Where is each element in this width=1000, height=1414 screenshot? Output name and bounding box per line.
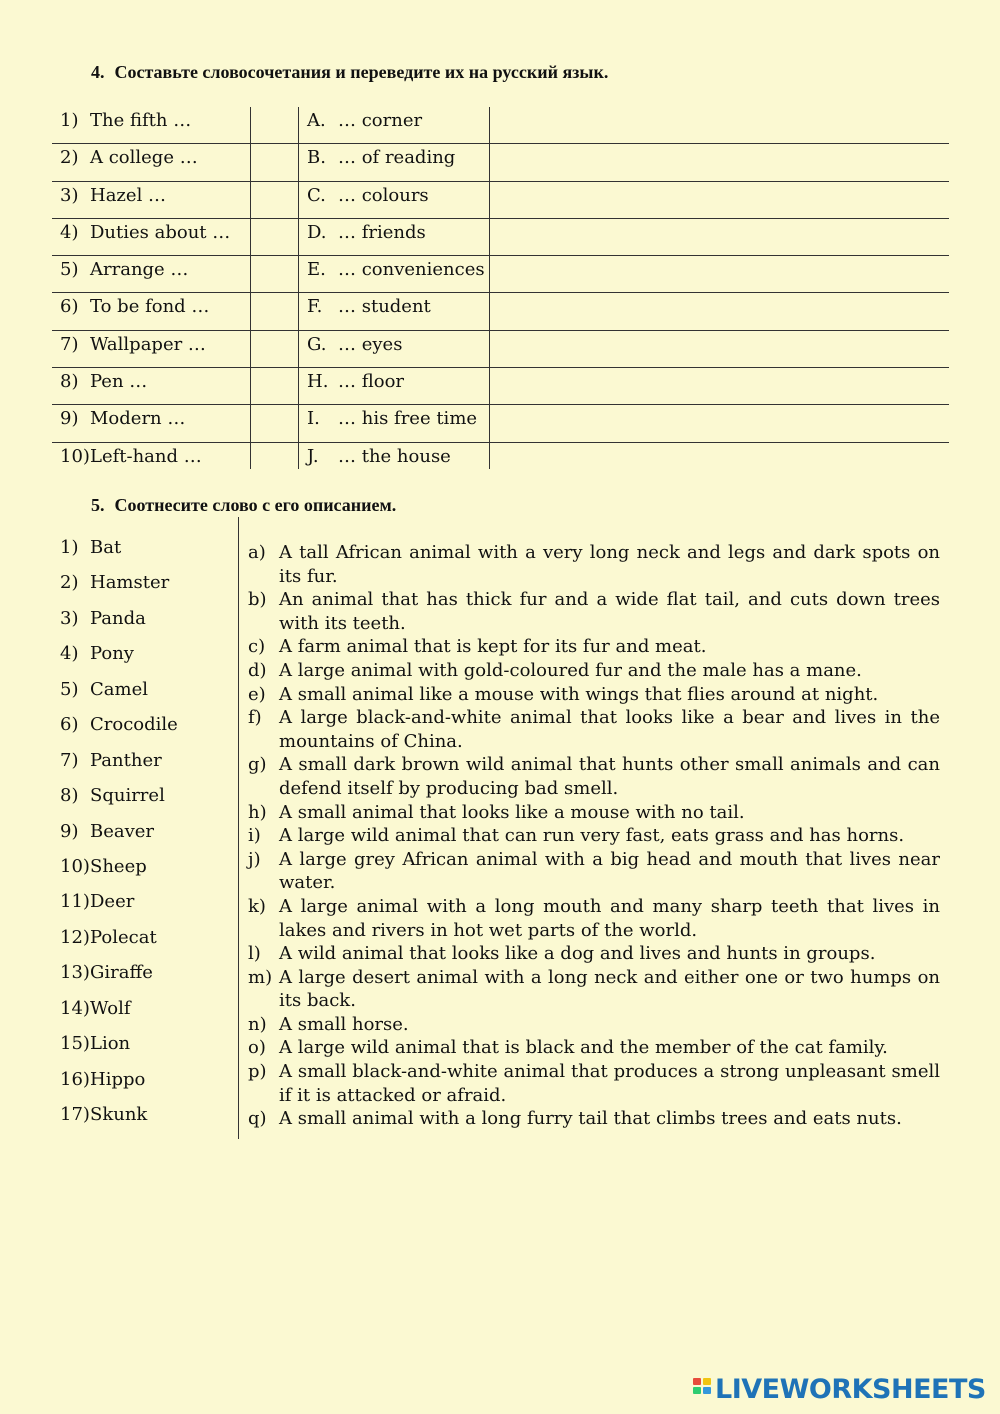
animal-word: Squirrel (90, 785, 165, 807)
item-phrase: To be fond … (90, 296, 210, 318)
table-row (52, 443, 949, 479)
answer-letter: H. (307, 371, 329, 393)
table-row (52, 107, 949, 144)
item-phrase: Pen … (90, 371, 148, 393)
list-item (60, 643, 235, 678)
matching-table (52, 107, 949, 479)
description-text: A small animal that looks like a mouse with no tail. (279, 801, 745, 823)
list-item (60, 962, 235, 997)
word-number: 2) (60, 572, 79, 594)
item-number: 7) (60, 333, 79, 355)
description-text: A large wild animal that is black and the member of the cat family. (279, 1037, 888, 1059)
word-number: 7) (60, 749, 79, 771)
word-number: 10) (60, 855, 90, 877)
animal-word: Skunk (90, 1104, 148, 1125)
list-item (248, 706, 940, 753)
list-item (248, 659, 940, 683)
list-item (60, 679, 235, 714)
word-number: 1) (60, 537, 79, 558)
description-letter: c) (248, 636, 266, 658)
description-text: A large wild animal that can run very fast, eats grass and has horns. (279, 825, 905, 847)
list-item (60, 1069, 235, 1104)
list-item (60, 856, 235, 891)
description-list (248, 541, 940, 1131)
answer-letter: C. (307, 184, 326, 206)
table-row (52, 405, 949, 442)
description-letter: i) (248, 825, 261, 847)
animal-word: Hippo (90, 1068, 146, 1090)
description-letter: d) (248, 659, 267, 681)
description-text: A large black-and-white animal that looks like a bear and lives in the mountains of China. (279, 707, 940, 752)
word-number: 15) (60, 1033, 90, 1055)
list-item (60, 1033, 235, 1068)
item-number: 4) (60, 221, 79, 243)
table-row (52, 219, 949, 256)
logo-text: LIVEWORKSHEETS (715, 1373, 986, 1405)
answer-phrase: … eyes (338, 333, 403, 355)
table-row (52, 331, 949, 368)
list-item (248, 635, 940, 659)
item-phrase: Wallpaper … (90, 333, 206, 355)
list-item (248, 753, 940, 800)
description-text: A small dark brown wild animal that hunts other small animals and can defend itself by producing bad smell. (279, 754, 940, 799)
animal-word: Bat (90, 537, 122, 558)
item-number: 3) (60, 184, 79, 206)
list-item (60, 750, 235, 785)
word-number: 5) (60, 678, 79, 700)
animal-word-list (60, 537, 235, 1139)
list-item (60, 785, 235, 820)
answer-phrase: … his free time (338, 408, 478, 430)
word-number: 4) (60, 643, 79, 665)
list-item (248, 966, 940, 1013)
answer-letter: B. (307, 147, 326, 169)
description-letter: h) (248, 801, 267, 823)
list-item (60, 998, 235, 1033)
exercise-4-title: Составьте словосочетания и переведите их на русский язык. (114, 62, 609, 82)
list-item (60, 821, 235, 856)
answer-phrase: … floor (338, 371, 405, 393)
list-item (248, 683, 940, 707)
item-phrase: The fifth … (90, 110, 192, 131)
animal-word: Deer (90, 891, 135, 913)
item-number: 2) (60, 147, 79, 169)
column-divider (238, 517, 239, 1139)
word-number: 14) (60, 997, 90, 1019)
description-letter: b) (248, 589, 267, 611)
exercise-4-heading (91, 62, 608, 83)
description-text: A small horse. (279, 1013, 409, 1035)
item-number: 8) (60, 371, 79, 393)
table-row (52, 368, 949, 405)
list-item (248, 588, 940, 635)
table-row (52, 144, 949, 181)
animal-word: Polecat (90, 926, 157, 948)
answer-letter: A. (307, 110, 326, 131)
word-number: 3) (60, 607, 79, 629)
animal-word: Camel (90, 678, 148, 700)
description-letter: m) (248, 966, 273, 988)
answer-letter: F. (307, 296, 323, 318)
list-item (248, 541, 940, 588)
list-item (248, 895, 940, 942)
item-phrase: A college … (90, 147, 198, 169)
description-letter: a) (248, 542, 266, 563)
word-number: 12) (60, 926, 90, 948)
description-letter: n) (248, 1013, 267, 1035)
animal-word: Crocodile (90, 714, 178, 736)
list-item (248, 1013, 940, 1037)
word-number: 11) (60, 891, 90, 913)
word-number: 8) (60, 785, 79, 807)
item-phrase: Arrange … (90, 259, 189, 281)
list-item (248, 848, 940, 895)
answer-phrase: … colours (338, 184, 429, 206)
answer-letter: G. (307, 333, 327, 355)
description-letter: e) (248, 683, 266, 705)
description-letter: k) (248, 895, 266, 917)
description-text: A large animal with gold-coloured fur and the male has a mane. (279, 659, 862, 681)
item-number: 9) (60, 408, 79, 430)
list-item (60, 1104, 235, 1139)
description-letter: l) (248, 943, 261, 965)
animal-word: Beaver (90, 820, 155, 842)
answer-phrase: … friends (338, 221, 426, 243)
list-item (248, 1036, 940, 1060)
list-item (60, 572, 235, 607)
description-text: An animal that has thick fur and a wide flat tail, and cuts down trees with its teeth. (279, 589, 940, 634)
animal-word: Wolf (90, 997, 131, 1019)
answer-phrase: … student (338, 296, 431, 318)
description-text: A large grey African animal with a big head and mouth that lives near water. (279, 848, 940, 894)
answer-letter: J. (307, 445, 319, 467)
exercise-5-heading (91, 495, 396, 516)
item-phrase: Modern … (90, 408, 186, 430)
item-number: 1) (60, 110, 79, 131)
list-item (248, 942, 940, 966)
description-text: A small black-and-white animal that produces a strong unpleasant smell if it is attacked or afraid. (279, 1061, 940, 1106)
item-phrase: Left-hand … (90, 445, 202, 467)
list-item (60, 537, 235, 572)
list-item (248, 1060, 940, 1107)
answer-phrase: … the house (338, 445, 451, 467)
animal-word: Hamster (90, 572, 170, 594)
exercise-5-number: 5. (91, 495, 105, 515)
list-item (248, 801, 940, 825)
logo-mark-icon (693, 1376, 713, 1402)
animal-word: Panda (90, 607, 146, 629)
animal-word: Giraffe (90, 962, 153, 984)
exercise-4-number: 4. (91, 62, 105, 82)
animal-word: Panther (90, 749, 162, 771)
description-letter: q) (248, 1108, 267, 1130)
answer-phrase: … of reading (338, 147, 456, 169)
description-letter: p) (248, 1061, 267, 1083)
list-item (248, 824, 940, 848)
animal-word: Pony (90, 643, 134, 665)
description-text: A farm animal that is kept for its fur and meat. (279, 636, 707, 658)
list-item (60, 714, 235, 749)
word-number: 6) (60, 714, 79, 736)
description-text: A large desert animal with a long neck and either one or two humps on its back. (279, 966, 940, 1012)
description-letter: f) (248, 707, 262, 729)
table-row (52, 182, 949, 219)
animal-word: Sheep (90, 855, 147, 877)
description-letter: j) (248, 848, 261, 870)
item-phrase: Duties about … (90, 221, 231, 243)
table-row (52, 293, 949, 330)
description-text: A small animal with a long furry tail that climbs trees and eats nuts. (279, 1108, 902, 1130)
item-number: 10) (60, 445, 90, 467)
item-number: 6) (60, 296, 79, 318)
list-item (248, 1107, 940, 1131)
liveworksheets-logo (693, 1374, 986, 1404)
description-letter: o) (248, 1037, 266, 1059)
exercise-5-title: Соотнесите слово с его описанием. (114, 495, 397, 515)
answer-phrase: … corner (338, 110, 423, 131)
description-text: A wild animal that looks like a dog and lives and hunts in groups. (279, 943, 876, 965)
description-letter: g) (248, 754, 267, 776)
word-number: 16) (60, 1068, 90, 1090)
animal-word: Lion (90, 1033, 131, 1055)
description-text: A large animal with a long mouth and many sharp teeth that lives in lakes and rivers in hot wet parts of the world. (279, 895, 940, 941)
answer-letter: E. (307, 259, 326, 281)
description-text: A tall African animal with a very long neck and legs and dark spots on its fur. (279, 542, 940, 587)
answer-letter: D. (307, 221, 327, 243)
word-number: 9) (60, 820, 79, 842)
table-row (52, 256, 949, 293)
item-phrase: Hazel … (90, 184, 167, 206)
word-number: 13) (60, 962, 90, 984)
word-number: 17) (60, 1104, 90, 1125)
list-item (60, 927, 235, 962)
item-number: 5) (60, 259, 79, 281)
list-item (60, 608, 235, 643)
description-text: A small animal like a mouse with wings that flies around at night. (279, 683, 879, 705)
answer-letter: I. (307, 408, 320, 430)
answer-phrase: … conveniences (338, 259, 485, 281)
list-item (60, 891, 235, 926)
